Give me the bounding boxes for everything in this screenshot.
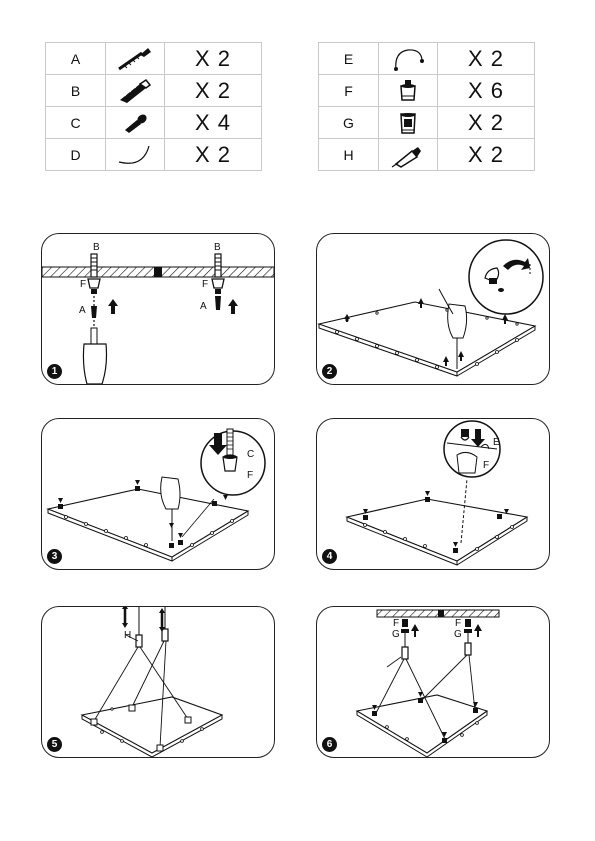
- part-quantity: X 6: [438, 75, 535, 107]
- part-letter: D: [46, 139, 106, 171]
- part-letter: F: [319, 75, 379, 107]
- step-1-illustration: [42, 234, 274, 384]
- label-f: F: [483, 460, 490, 471]
- screw-icon: [106, 43, 165, 75]
- part-letter: E: [319, 43, 379, 75]
- label-h: H: [124, 630, 132, 641]
- part-quantity: X 2: [165, 139, 262, 171]
- label-f-right: F: [455, 618, 462, 629]
- label-a-right: A: [200, 301, 207, 312]
- part-quantity: X 2: [438, 107, 535, 139]
- cable-loop-icon: [379, 43, 438, 75]
- step-3-panel: [41, 418, 275, 570]
- part-row-a: [46, 43, 262, 75]
- label-g-left: G: [392, 629, 400, 640]
- part-quantity: X 2: [165, 43, 262, 75]
- gripper-icon: [379, 107, 438, 139]
- part-quantity: X 2: [438, 139, 535, 171]
- step-number-badge: 6: [322, 737, 337, 752]
- parts-table-left: [45, 42, 262, 171]
- part-row-g: [319, 107, 535, 139]
- part-row-c: [46, 107, 262, 139]
- part-quantity: X 4: [165, 107, 262, 139]
- step-number-badge: 2: [322, 364, 337, 379]
- label-b-left: B: [93, 242, 100, 253]
- part-letter: G: [319, 107, 379, 139]
- label-e: E: [493, 437, 500, 448]
- step-3-illustration: [42, 419, 274, 569]
- label-a-left: A: [79, 305, 86, 316]
- part-letter: B: [46, 75, 106, 107]
- part-letter: A: [46, 43, 106, 75]
- label-f-left: F: [393, 618, 400, 629]
- step-4-illustration: [317, 419, 549, 569]
- part-quantity: X 2: [165, 75, 262, 107]
- label-f-right: F: [202, 279, 209, 290]
- cable-adjuster-icon: [379, 139, 438, 171]
- label-c: C: [247, 449, 255, 460]
- label-g-right: G: [454, 629, 462, 640]
- step-number-badge: 1: [47, 364, 62, 379]
- label-b-right: B: [214, 242, 221, 253]
- step-5-panel: [41, 606, 275, 758]
- step-number-badge: 3: [47, 549, 62, 564]
- step-number-badge: 4: [322, 549, 337, 564]
- step-6-illustration: [317, 607, 549, 757]
- step-5-illustration: [42, 607, 274, 757]
- label-f-left: F: [80, 279, 87, 290]
- label-f: F: [247, 470, 254, 481]
- step-number-badge: 5: [47, 737, 62, 752]
- part-row-e: [319, 43, 535, 75]
- part-row-d: [46, 139, 262, 171]
- cap-icon: [379, 75, 438, 107]
- wall-anchor-icon: [106, 75, 165, 107]
- step-2-panel: [316, 233, 550, 385]
- part-row-h: [319, 139, 535, 171]
- part-row-b: [46, 75, 262, 107]
- part-letter: C: [46, 107, 106, 139]
- short-screw-icon: [106, 107, 165, 139]
- step-2-illustration: [317, 234, 549, 384]
- part-quantity: X 2: [438, 43, 535, 75]
- part-row-f: [319, 75, 535, 107]
- step-6-panel: [316, 606, 550, 758]
- parts-table-right: [318, 42, 535, 171]
- part-letter: H: [319, 139, 379, 171]
- step-1-panel: [41, 233, 275, 385]
- step-4-panel: [316, 418, 550, 570]
- wire-icon: [106, 139, 165, 171]
